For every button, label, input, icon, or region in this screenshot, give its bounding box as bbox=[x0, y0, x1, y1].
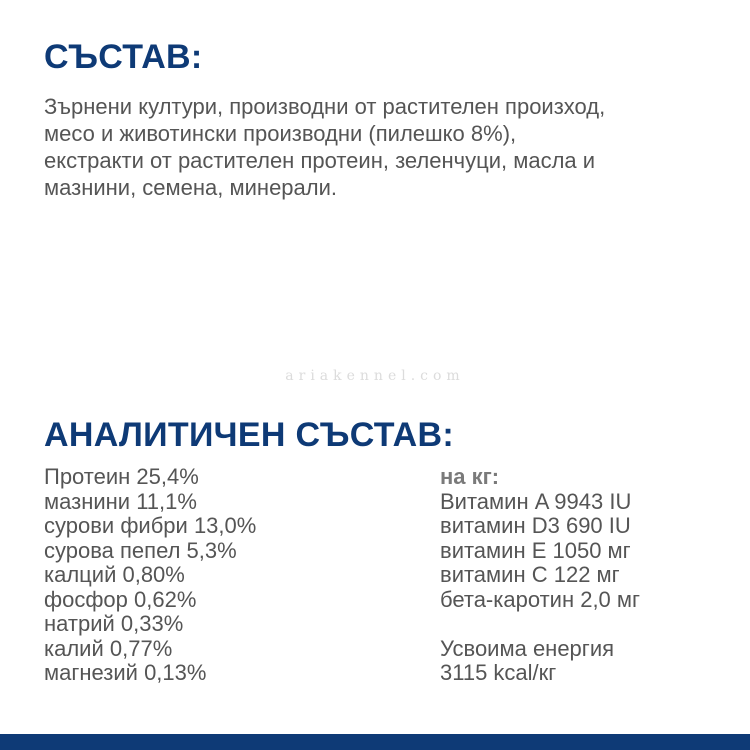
analytical-heading: АНАЛИТИЧЕН СЪСТАВ: bbox=[44, 416, 454, 454]
nutrient-item: сурова пепел 5,3% bbox=[44, 537, 237, 563]
vitamin-item: витамин D3 690 IU bbox=[440, 513, 631, 538]
nutrient-item: натрий 0,33% bbox=[44, 611, 184, 636]
nutrient-item: магнезий 0,13% bbox=[44, 660, 207, 685]
vitamin-item: Витамин A 9943 IU bbox=[440, 488, 632, 514]
nutrient-item: калций 0,80% bbox=[44, 562, 185, 587]
composition-line: Зърнени култури, производни от растителен произход, bbox=[44, 94, 606, 119]
list-spacer bbox=[440, 612, 640, 637]
vitamins-list bbox=[440, 465, 640, 686]
vitamin-item: витамин C 122 мг bbox=[440, 562, 620, 587]
nutrient-item: фосфор 0,62% bbox=[44, 586, 197, 612]
vitamin-item: бета-каротин 2,0 мг bbox=[440, 586, 641, 612]
composition-line: екстракти от растителен протеин, зеленчуци, масла и bbox=[44, 148, 596, 173]
composition-line: мазнини, семена, минерали. bbox=[44, 175, 338, 200]
nutrient-item: сурови фибри 13,0% bbox=[44, 513, 257, 538]
nutrient-item: калий 0,77% bbox=[44, 635, 173, 661]
watermark: ariakennel.com bbox=[285, 368, 465, 384]
composition-line: месо и животински производни (пилешко 8%), bbox=[44, 121, 517, 146]
energy-value: 3115 kcal/кг bbox=[440, 660, 557, 685]
vitamin-item: витамин E 1050 мг bbox=[440, 537, 631, 563]
composition-text bbox=[44, 93, 744, 201]
nutrient-item: Протеин 25,4% bbox=[44, 464, 199, 489]
footer-bar bbox=[0, 734, 750, 750]
energy-label: Усвоима енергия bbox=[440, 635, 615, 661]
nutrients-list bbox=[44, 465, 256, 686]
composition-heading: СЪСТАВ: bbox=[44, 38, 203, 76]
nutrient-item: мазнини 11,1% bbox=[44, 488, 197, 514]
per-kg-label: на кг: bbox=[440, 464, 500, 489]
